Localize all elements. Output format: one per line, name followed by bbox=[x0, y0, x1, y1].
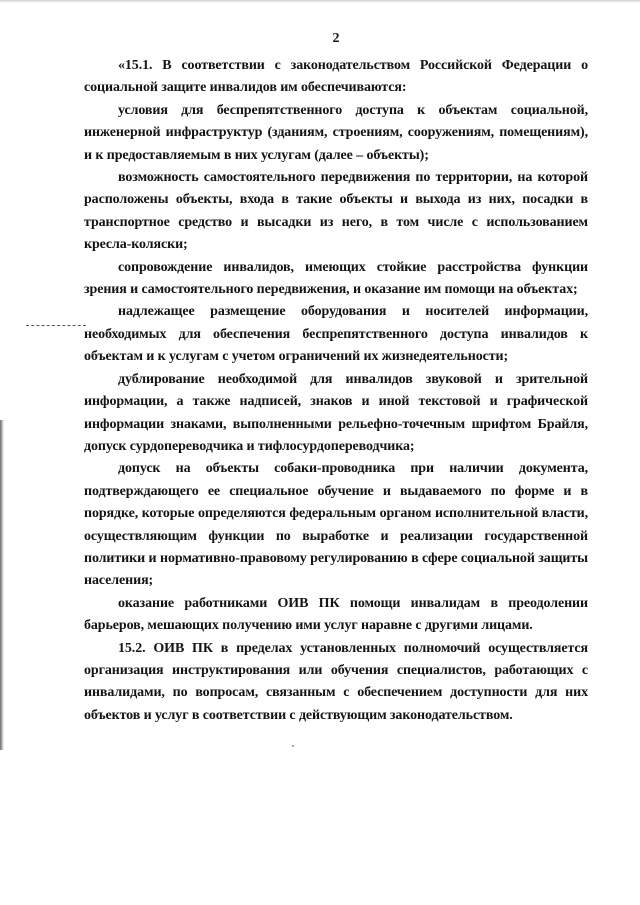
page-number: 2 bbox=[332, 31, 340, 46]
document-body bbox=[84, 55, 588, 727]
paragraph-staff-assistance: оказание работниками ОИВ ПК помощи инвалидам в преодолении барьеров, мешающих получению ими услуг наравне с другими лицами. bbox=[84, 595, 588, 634]
paragraph-braille-duplication: дублирование необходимой для инвалидов звуковой и зрительной информации, а также надписей, знаков и иной текстовой и графической информации знаками, выполненными рельефно-точечным шрифтом Брайля, допуск сурдопереводчика и тифлосурдопереводчика; bbox=[84, 371, 588, 454]
paragraph-15-2: 15.2. ОИВ ПК в пределах установленных полномочий осуществляется организация инструктирования или обучения специалистов, работающих с инвалидами, по вопросам, связанным с обеспечением доступности для них объектов и услуг в соответствии с действующим законодательством. bbox=[84, 640, 588, 723]
scan-margin-mark bbox=[26, 325, 86, 326]
paragraph-independent-movement: возможность самостоятельного передвижения по территории, на которой расположены объекты, входа в такие объекты и выхода из них, посадки в транспортное средство и высадки из него, в том числе с использованием кресла-коляски; bbox=[84, 170, 588, 253]
scan-left-edge bbox=[0, 420, 4, 750]
paragraph-15-1-intro: «15.1. В соответствии с законодательством Российской Федерации о социальной защите инвалидов им обеспечиваются: bbox=[84, 58, 588, 96]
paragraph-equipment-placement: надлежащее размещение оборудования и носителей информации, необходимых для обеспечения беспрепятственного доступа инвалидов к объектам и к услугам с учетом ограничений их жизнедеятельности; bbox=[84, 304, 588, 365]
paragraph-access-conditions: условия для беспрепятственного доступа к объектам социальной, инженерной инфраструктур (зданиям, строениям, сооружениям, помещениям), и к предоставляемым в них услугам (далее – объекты); bbox=[84, 102, 588, 163]
scan-speck bbox=[292, 745, 294, 747]
paragraph-guide-dog: допуск на объекты собаки-проводника при наличии документа, подтверждающего ее специальное обучение и выдаваемого по форме и в порядке, которые определяются федеральным органом исполнительной власти, осуществляющим функции по выработке и реализации государственной политики и нормативно-правовому регулированию в сфере социальной защиты населения; bbox=[84, 461, 588, 589]
scan-top-edge bbox=[0, 0, 640, 3]
paragraph-escort: сопровождение инвалидов, имеющих стойкие расстройства функции зрения и самостоятельного передвижения, и оказание им помощи на объектах; bbox=[84, 259, 588, 298]
